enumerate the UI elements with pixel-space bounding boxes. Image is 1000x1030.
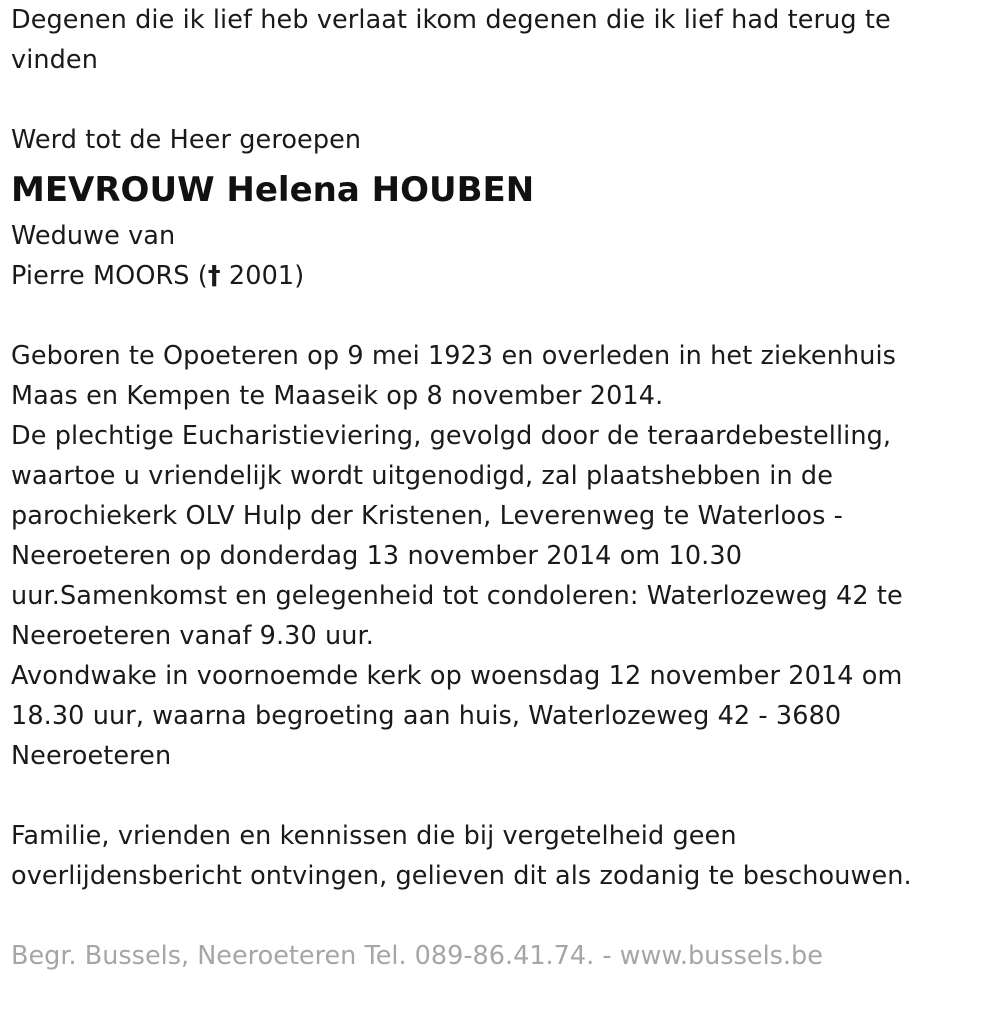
spouse-name: Pierre MOORS ( bbox=[11, 261, 208, 291]
closing-line: overlijdensbericht ontvingen, gelieven dit als zodanig te beschouwen. bbox=[11, 861, 912, 891]
body-line: Neeroeteren bbox=[11, 741, 172, 771]
body-line: De plechtige Eucharistieviering, gevolgd door de teraardebestelling, bbox=[11, 421, 892, 451]
spouse-death-year: 2001) bbox=[220, 261, 305, 291]
intro-line-1: Degenen die ik lief heb verlaat ikom degenen die ik lief had terug te bbox=[11, 5, 891, 35]
spacer bbox=[11, 296, 986, 336]
closing-line: Familie, vrienden en kennissen die bij vergetelheid geen bbox=[11, 821, 737, 851]
spacer bbox=[11, 776, 986, 816]
widow-label: Weduwe van bbox=[11, 221, 176, 251]
funeral-home-footer: Begr. Bussels, Neeroeteren Tel. 089-86.41.74. - www.bussels.be bbox=[11, 941, 823, 971]
spacer bbox=[11, 896, 986, 936]
body-line: parochiekerk OLV Hulp der Kristenen, Leverenweg te Waterloos - bbox=[11, 501, 843, 531]
intro-line-2: vinden bbox=[11, 45, 98, 75]
called-text: Werd tot de Heer geroepen bbox=[11, 125, 362, 155]
obituary-notice bbox=[11, 0, 986, 976]
body-line: Neeroeteren vanaf 9.30 uur. bbox=[11, 621, 374, 651]
body-line: waartoe u vriendelijk wordt uitgenodigd, zal plaatshebben in de bbox=[11, 461, 834, 491]
spacer bbox=[11, 80, 986, 120]
deceased-name: MEVROUW Helena HOUBEN bbox=[11, 170, 535, 210]
body-line: Neeroeteren op donderdag 13 november 2014 om 10.30 bbox=[11, 541, 743, 571]
body-line: uur.Samenkomst en gelegenheid tot condoleren: Waterlozeweg 42 te bbox=[11, 581, 903, 611]
body-line: Avondwake in voornoemde kerk op woensdag 12 november 2014 om bbox=[11, 661, 903, 691]
body-line: Geboren te Opoeteren op 9 mei 1923 en overleden in het ziekenhuis bbox=[11, 341, 897, 371]
body-line: Maas en Kempen te Maaseik op 8 november 2014. bbox=[11, 381, 664, 411]
cross-icon: † bbox=[207, 261, 221, 291]
body-line: 18.30 uur, waarna begroeting aan huis, Waterlozeweg 42 - 3680 bbox=[11, 701, 842, 731]
spouse-line bbox=[11, 256, 986, 296]
